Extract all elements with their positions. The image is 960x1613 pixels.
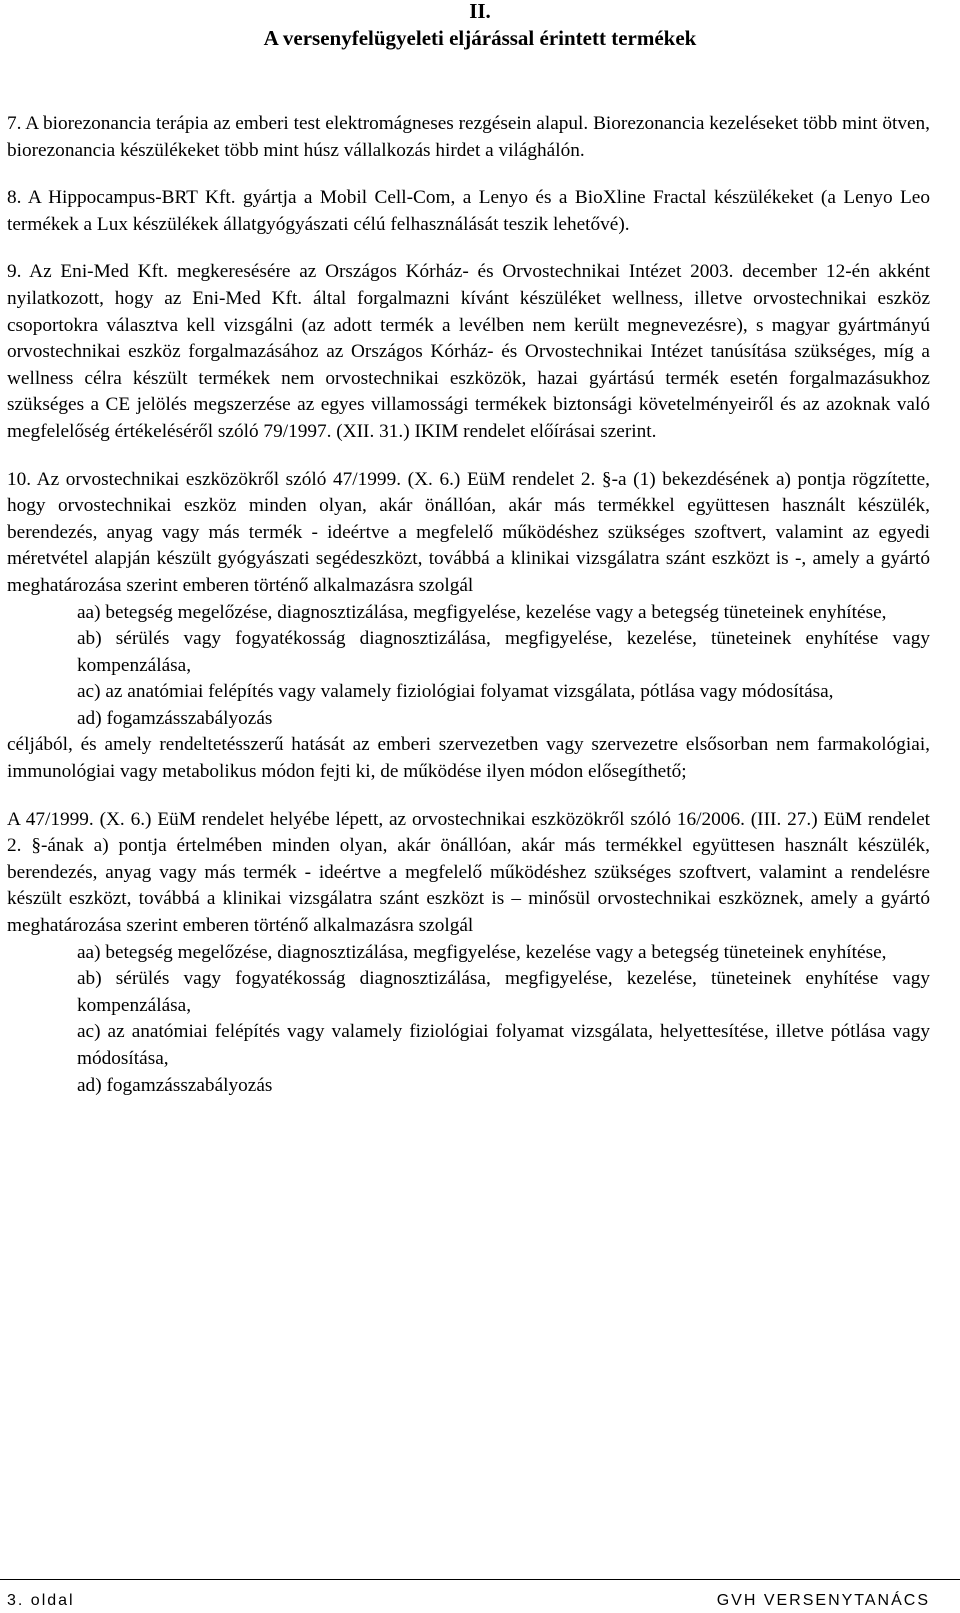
list-item-ac: ac) az anatómiai felépítés vagy valamely fiziológiai folyamat vizsgálata, pótlása vagy módosítása, — [77, 681, 834, 703]
paragraph-2006-regulation: A 47/1999. (X. 6.) EüM rendelet helyébe lépett, az orvostechnikai eszközökről szóló 16/2006. (III. 27.) EüM rendelet 2. §-ának a) pontja értelmében minden olyan, akár önállóan, akár más termékkel együttesen használt készülék, berendezés, anyag vagy más termék - ideértve a megfelelő működéshez szükséges szoftvert, valamint a rendelésre készült eszközt, továbbá a klinikai vizsgálatra szánt eszközt is – minősül orvostechnikai eszköznek, amely a gyártó meghatározása szerint emberen történő alkalmazásra szolgál — [7, 808, 930, 937]
footer-divider — [0, 1579, 960, 1580]
list-item-ad-2006: ad) fogamzásszabályozás — [77, 1074, 273, 1096]
list-item-ab: ab) sérülés vagy fogyatékosság diagnosztizálása, megfigyelése, kezelése, tüneteinek enyhítése vagy kompenzálása, — [77, 628, 930, 676]
footer-organization: GVH VERSENYTANÁCS — [716, 1592, 930, 1609]
list-item-ad: ad) fogamzásszabályozás — [77, 707, 273, 729]
list-item-ac-2006: ac) az anatómiai felépítés vagy valamely fiziológiai folyamat vizsgálata, helyettesítése, illetve pótlása vagy módosítása, — [77, 1021, 930, 1069]
paragraph-purpose: céljából, és amely rendeltetésszerű hatását az emberi szervezetben vagy szervezetre elsősorban nem farmakológiai, immunológiai vagy metabolikus módon fejti ki, de működése ilyen módon elősegíthető; — [7, 734, 930, 783]
list-item-aa: aa) betegség megelőzése, diagnosztizálása, megfigyelése, kezelése vagy a betegség tüneteinek enyhítése, — [77, 601, 887, 623]
page-number: 3. oldal — [7, 1592, 75, 1609]
document-body — [7, 111, 930, 1099]
section-title: A versenyfelügyeleti eljárással érintett termékek — [263, 26, 697, 50]
section-number: II. — [469, 0, 491, 23]
paragraph-10: 10. Az orvostechnikai eszközökről szóló 47/1999. (X. 6.) EüM rendelet 2. §-a (1) bekezdésének a) pontja rögzítette, hogy orvostechnikai eszköz minden olyan, akár önállóan, akár más termékkel együttesen használt készülék, berendezés, anyag vagy más termék - ideértve a megfelelő működéshez szükséges szoftvert, valamint az egyedi méretvétel alapján készült gyógyászati segédeszközt, továbbá a klinikai vizsgálatra szánt eszközt is -, amely a gyártó meghatározása szerint emberen történő alkalmazásra szolgál — [7, 468, 930, 596]
paragraph-9: 9. Az Eni-Med Kft. megkeresésére az Országos Kórház- és Orvostechnikai Intézet 2003. december 12-én akként nyilatkozott, hogy az Eni-Med Kft. által forgalmazni kívánt készüléket wellness, illetve orvostechnikai eszköz csoportokra választva kell vizsgálni (az adott termék a levélben nem került megnevezésre), s magyar gyártmányú orvostechnikai eszköz forgalmazásához az Országos Kórház- és Orvostechnikai Intézet tanúsítása szükséges, míg a wellness célra készült termékek nem orvostechnikai eszközök, hazai gyártású termék esetén forgalmazásukhoz szükséges a CE jelölés megszerzése az egyes villamossági termékek biztonsági követelményeiről és az azoknak való megfelelőség értékeléséről szóló 79/1997. (XII. 31.) IKIM rendelet előírásai szerint. — [7, 261, 930, 442]
list-item-ab-2006: ab) sérülés vagy fogyatékosság diagnosztizálása, megfigyelése, kezelése, tüneteinek enyhítése vagy kompenzálása, — [77, 968, 930, 1016]
paragraph-8: 8. A Hippocampus-BRT Kft. gyártja a Mobil Cell-Com, a Lenyo és a BioXline Fractal készülékeket (a Lenyo Leo termékek a Lux készülékek állatgyógyászati célú felhasználását teszik lehetővé). — [7, 187, 930, 235]
paragraph-7: 7. A biorezonancia terápia az emberi test elektromágneses rezgésein alapul. Biorezonancia kezeléseket több mint ötven, biorezonancia készülékeket több mint húsz vállalkozás hirdet a világhálón. — [7, 113, 930, 161]
list-item-aa-2006: aa) betegség megelőzése, diagnosztizálása, megfigyelése, kezelése vagy a betegség tüneteinek enyhítése, — [77, 941, 887, 963]
